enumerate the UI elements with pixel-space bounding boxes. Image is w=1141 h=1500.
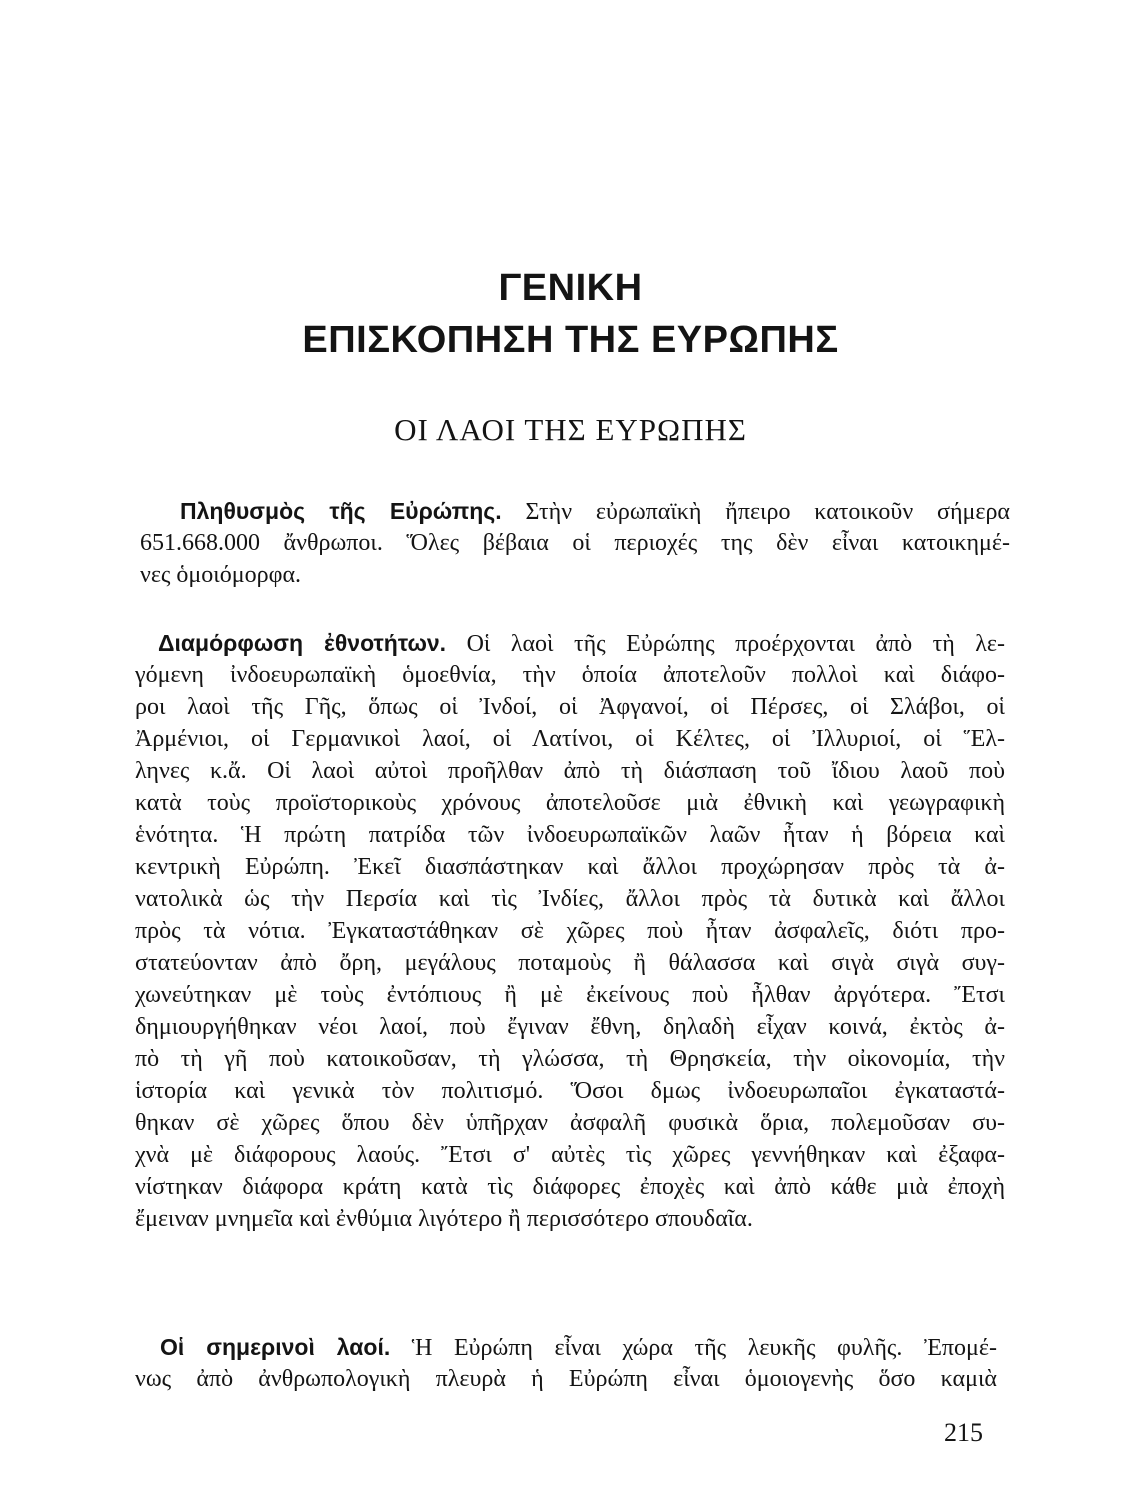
paragraph-line: ἱστορία καὶ γενικὰ τὸν πολιτισμό. Ὅσοι δμως ἰνδοευρωπαῖοι ἐγκαταστά-	[135, 1078, 1005, 1104]
paragraph-population	[140, 495, 1010, 591]
paragraph-line: στατεύονταν ἀπὸ ὄρη, μεγάλους ποταμοὺς ἢ θάλασσα καὶ σιγὰ σιγὰ συγ-	[135, 950, 1005, 976]
line-text: Οἱ λαοὶ τῆς Εὐρώπης προέρχονται ἀπὸ τὴ λε-	[466, 631, 1006, 657]
paragraph-line: ληνες κ.ἄ. Οἱ λαοὶ αὐτοὶ προῆλθαν ἀπὸ τὴ διάσπαση τοῦ ἴδιου λαοῦ ποὺ	[135, 758, 1005, 784]
paragraph-heading: Οἱ σημερινοὶ λαοί.	[160, 1334, 391, 1360]
paragraph-line: δημιουργήθηκαν νέοι λαοί, ποὺ ἔγιναν ἔθνη, δηλαδὴ εἶχαν κοινά, ἐκτὸς ἀ-	[135, 1014, 1005, 1040]
chapter-title-line-1: ΓΕΝΙΚΗ	[498, 267, 643, 309]
section-title: ΟΙ ΛΑΟΙ ΤΗΣ ΕΥΡΩΠΗΣ	[394, 412, 747, 447]
paragraph-line: νατολικὰ ὡς τὴν Περσία καὶ τὶς Ἰνδίες, ἄλλοι πρὸς τὰ δυτικὰ καὶ ἄλλοι	[135, 886, 1005, 912]
paragraph-line: ροι λαοὶ τῆς Γῆς, ὅπως οἱ Ἰνδοί, οἱ Ἀφγανοί, οἱ Πέρσες, οἱ Σλάβοι, οἱ	[135, 694, 1005, 720]
paragraph-line: θηκαν σὲ χῶρες ὅπου δὲν ὑπῆρχαν ἀσφαλῆ φυσικὰ ὅρια, πολεμοῦσαν συ-	[135, 1110, 1005, 1136]
chapter-title-line-2: ΕΠΙΣΚΟΠΗΣΗ ΤΗΣ ΕΥΡΩΠΗΣ	[302, 319, 839, 361]
line-text: Ἡ Εὐρώπη εἶναι χώρα τῆς λευκῆς φυλῆς. Ἐπομέ-	[411, 1335, 997, 1361]
paragraph-line: Ἀρμένιοι, οἱ Γερμανικοὶ λαοί, οἱ Λατίνοι, οἱ Κέλτες, οἱ Ἰλλυριοί, οἱ Ἕλ-	[135, 726, 1005, 752]
paragraph-heading: Διαμόρφωση ἐθνοτήτων.	[158, 630, 447, 656]
line-text: Στὴν εὐρωπαϊκὴ ἤπειρο κατοικοῦν σήμερα	[525, 499, 1011, 525]
paragraph-heading: Πληθυσμὸς τῆς Εὐρώπης.	[180, 498, 502, 524]
chapter-title	[0, 262, 1141, 366]
paragraph-line: ἔμειναν μνημεῖα καὶ ἐνθύμια λιγότερο ἢ περισσότερο σπουδαῖα.	[135, 1206, 753, 1232]
paragraph-line	[135, 1331, 997, 1363]
paragraph-line: νως ἀπὸ ἀνθρωπολογικὴ πλευρὰ ἡ Εὐρώπη εἶναι ὁμοιογενὴς ὅσο καμιὰ	[135, 1366, 997, 1392]
paragraph-todays-peoples	[135, 1331, 997, 1395]
paragraph-line: νίστηκαν διάφορα κράτη κατὰ τὶς διάφορες ἐποχὲς καὶ ἀπὸ κάθε μιὰ ἐποχὴ	[135, 1174, 1005, 1200]
paragraph-line: νες ὁμοιόμορφα.	[140, 562, 302, 588]
paragraph-line: πρὸς τὰ νότια. Ἐγκαταστάθηκαν σὲ χῶρες ποὺ ἦταν ἀσφαλεῖς, διότι προ-	[135, 918, 1005, 944]
page-number: 215	[944, 1418, 983, 1447]
paragraph-line: κεντρικὴ Εὐρώπη. Ἐκεῖ διασπάστηκαν καὶ ἄλλοι προχώρησαν πρὸς τὰ ἀ-	[135, 854, 1005, 880]
paragraph-line: χωνεύτηκαν μὲ τοὺς ἐντόπιους ἢ μὲ ἐκείνους ποὺ ἦλθαν ἀργότερα. Ἔτσι	[135, 982, 1005, 1008]
paragraph-ethnicities	[135, 627, 1005, 1235]
paragraph-line	[140, 495, 1010, 527]
paragraph-line: 651.668.000 ἄνθρωποι. Ὅλες βέβαια οἱ περιοχές της δὲν εἶναι κατοικημέ-	[140, 530, 1010, 556]
paragraph-line: πὸ τὴ γῆ ποὺ κατοικοῦσαν, τὴ γλώσσα, τὴ Θρησκεία, τὴν οἰκονομία, τὴν	[135, 1046, 1005, 1072]
paragraph-line: χνὰ μὲ διάφορους λαούς. Ἔτσι σ' αὐτὲς τὶς χῶρες γεννήθηκαν καὶ ἐξαφα-	[135, 1142, 1005, 1168]
paragraph-line	[135, 627, 1005, 659]
paragraph-line: γόμενη ἰνδοευρωπαϊκὴ ὁμοεθνία, τὴν ὁποία ἀποτελοῦν πολλοὶ καὶ διάφο-	[135, 662, 1005, 688]
paragraph-line: ἑνότητα. Ἡ πρώτη πατρίδα τῶν ἰνδοευρωπαϊκῶν λαῶν ἦταν ἡ βόρεια καὶ	[135, 822, 1005, 848]
paragraph-line: κατὰ τοὺς προϊστορικοὺς χρόνους ἀποτελοῦσε μιὰ ἐθνικὴ καὶ γεωγραφικὴ	[135, 790, 1005, 816]
